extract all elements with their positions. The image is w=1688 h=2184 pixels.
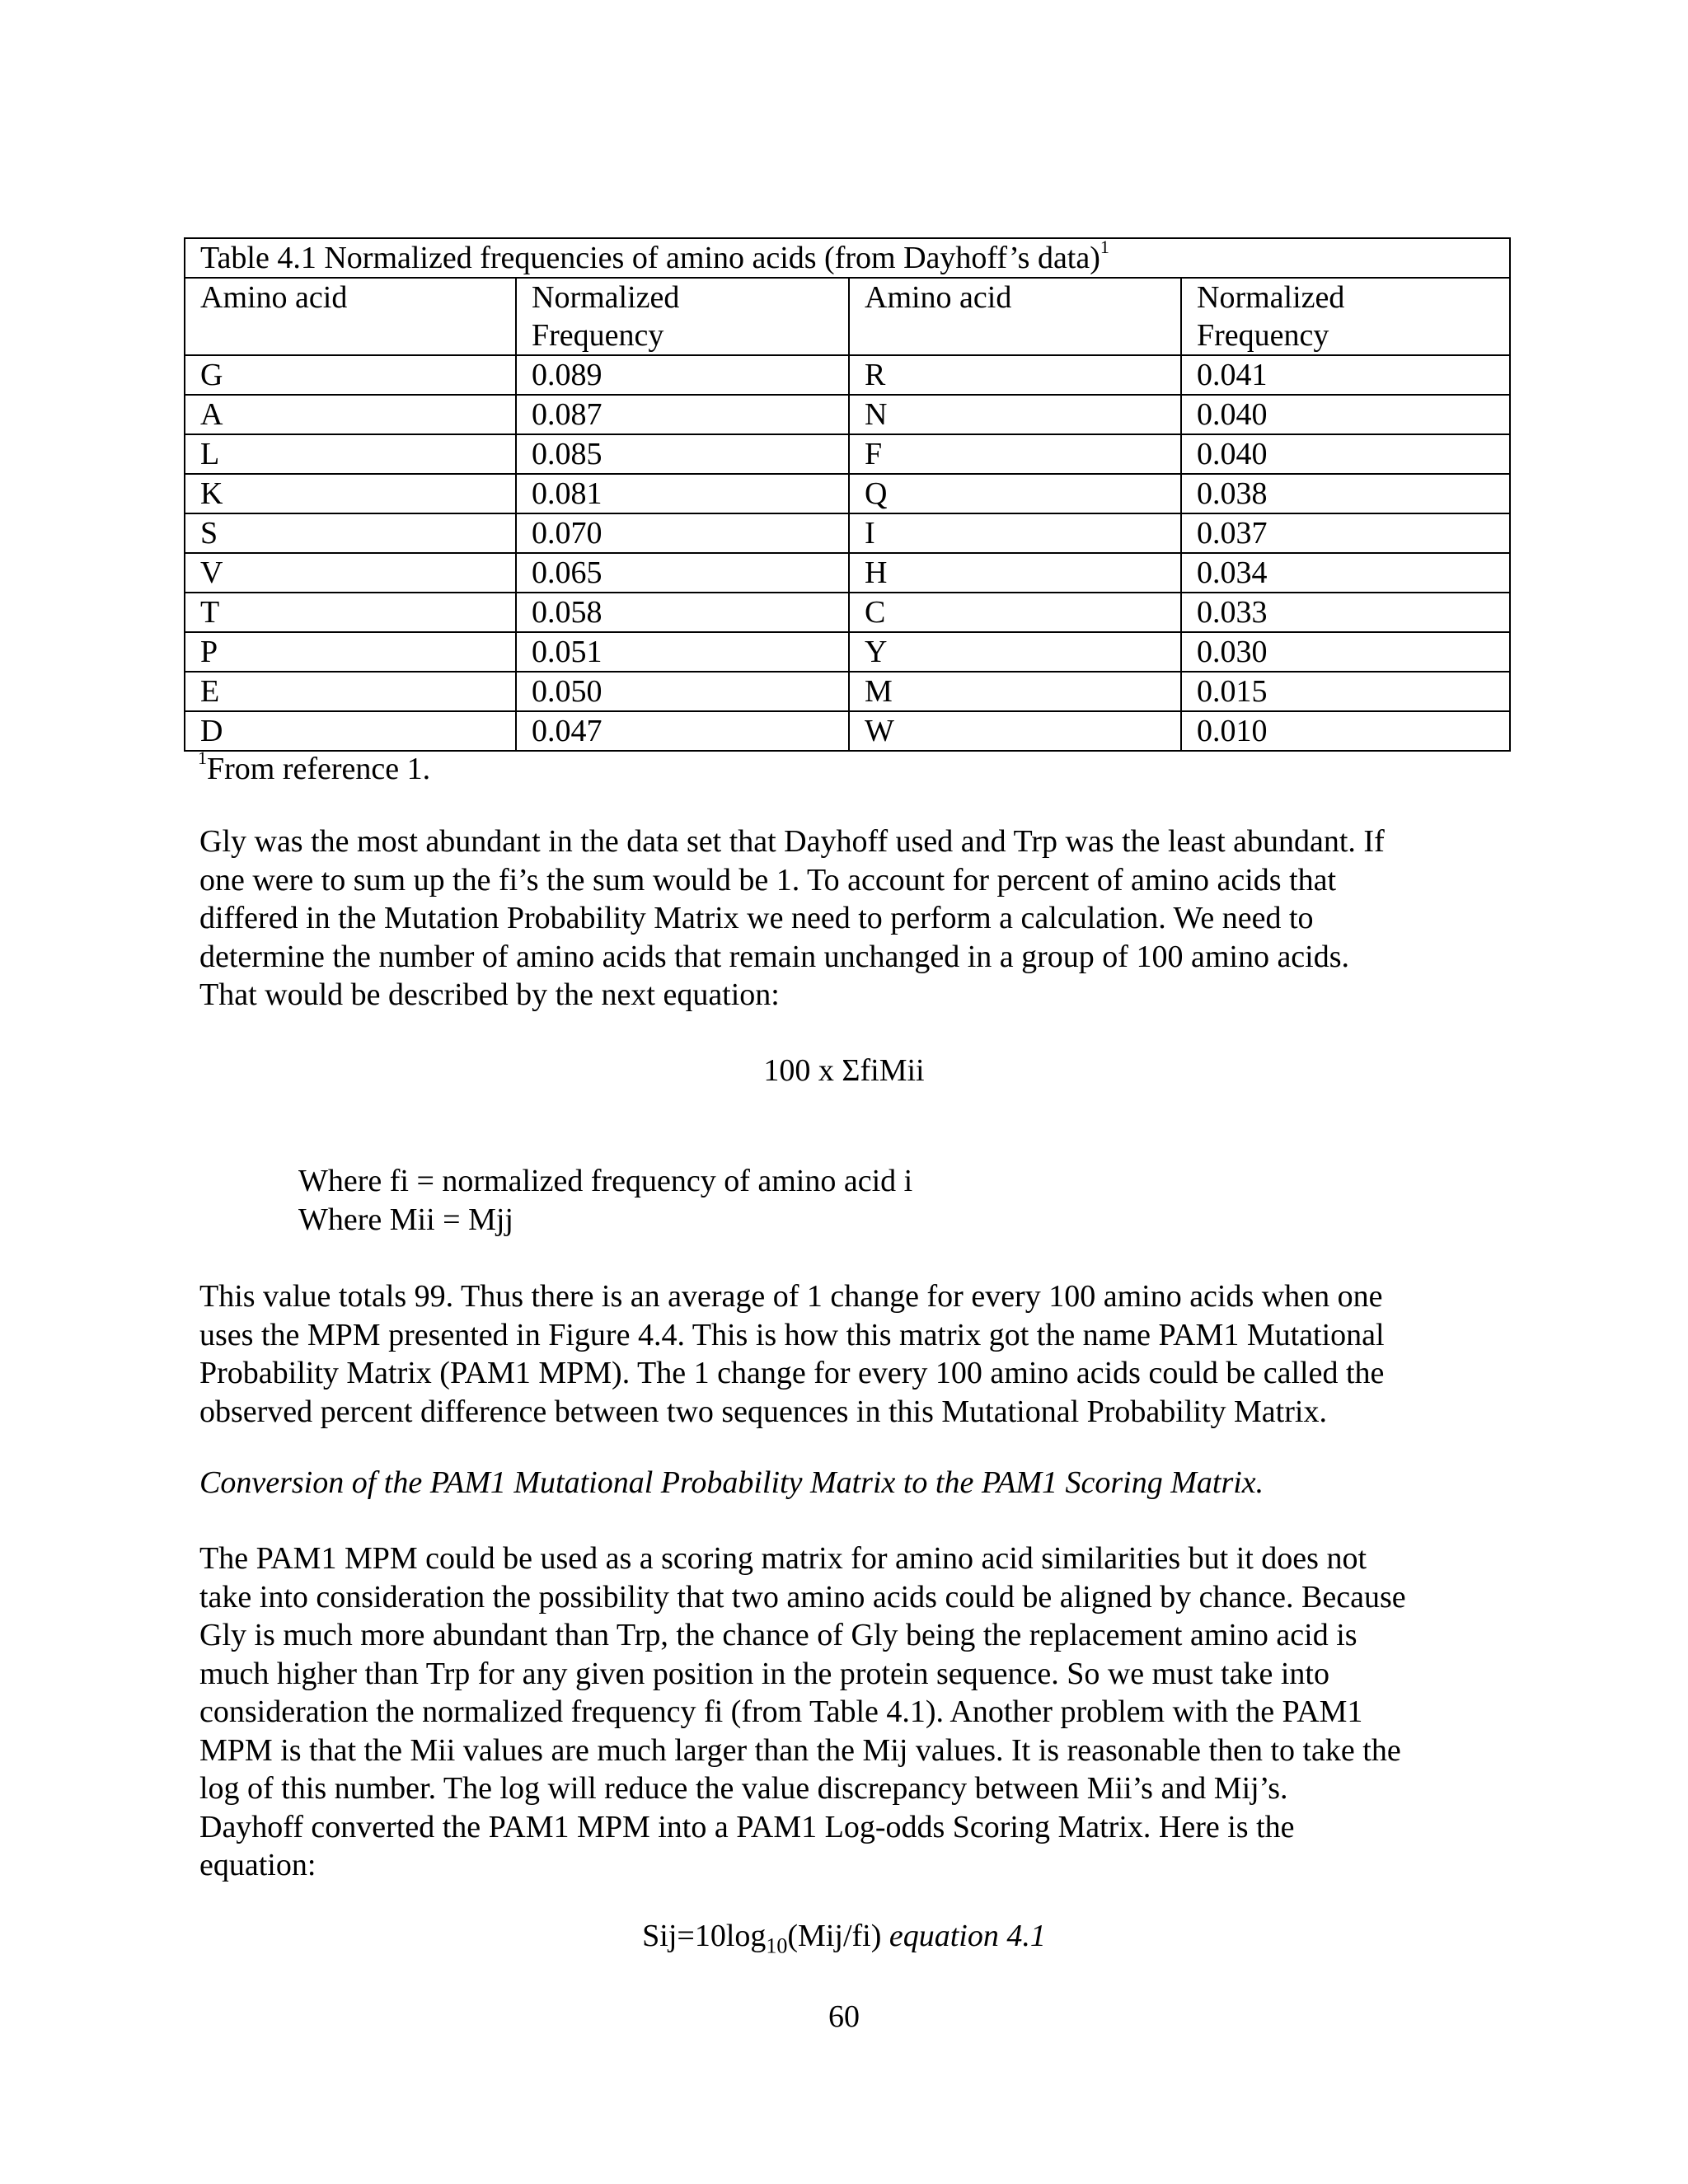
table-header-row [185,278,1510,355]
table-row [185,395,1510,434]
where-line: Where fi = normalized frequency of amino acid i [298,1164,913,1198]
table-cell: 0.033 [1181,593,1510,632]
table-row [185,434,1510,474]
table-cell: L [185,434,516,474]
equation-prefix: Sij=10log [642,1919,767,1953]
table-cell: 0.047 [516,711,849,751]
paragraph-line: Dayhoff converted the PAM1 MPM into a PAM1 Log-odds Scoring Matrix. Here is the [199,1809,1295,1844]
table-cell: P [185,632,516,672]
paragraph-line: determine the number of amino acids that remain unchanged in a group of 100 amino acids. [199,939,1350,974]
table-cell: F [849,434,1181,474]
table-row [185,355,1510,395]
table-row [185,711,1510,751]
table-cell: 0.051 [516,632,849,672]
table-cell: S [185,513,516,553]
amino-acid-frequency-table [184,237,1511,752]
header-amino-acid-2 [849,278,1181,355]
equation-4-1 [0,1917,1688,1958]
table-cell: K [185,474,516,513]
table-cell: N [849,395,1181,434]
table-cell: 0.070 [516,513,849,553]
table-cell: V [185,553,516,593]
paragraph-line: consideration the normalized frequency fi (from Table 4.1). Another problem with the PAM1 [199,1694,1363,1729]
table-cell: 0.010 [1181,711,1510,751]
table-cell: 0.085 [516,434,849,474]
header-text-line1: Normalized [1197,280,1345,315]
table-row [185,474,1510,513]
table-row [185,553,1510,593]
header-text: Amino acid [200,280,348,315]
paragraph-2 [199,1277,1502,1431]
header-text-line2: Frequency [532,318,664,353]
table-cell: 0.065 [516,553,849,593]
equation-sum: 100 x ΣfiMii [763,1053,925,1088]
table-cell: R [849,355,1181,395]
table-cell: 0.015 [1181,672,1510,711]
section-heading: Conversion of the PAM1 Mutational Probability Matrix to the PAM1 Scoring Matrix. [199,1465,1264,1500]
equation-label: equation 4.1 [889,1919,1046,1953]
header-amino-acid-1 [185,278,516,355]
paragraph-line: take into consideration the possibility that two amino acids could be aligned by chance. Because [199,1579,1406,1615]
where-line: Where Mii = Mjj [298,1202,513,1237]
paragraph-line: much higher than Trp for any given position in the protein sequence. So we must take into [199,1656,1329,1691]
table-cell: Q [849,474,1181,513]
table-footnote [198,750,430,788]
table-cell: H [849,553,1181,593]
table-cell: 0.081 [516,474,849,513]
table-cell: T [185,593,516,632]
table-cell: 0.089 [516,355,849,395]
table-cell: M [849,672,1181,711]
table-row [185,672,1510,711]
footnote-text: From reference 1. [207,752,431,786]
header-normalized-frequency-1 [516,278,849,355]
table-cell: 0.040 [1181,434,1510,474]
table-cell: 0.040 [1181,395,1510,434]
table-caption [185,238,1510,278]
table-cell: 0.087 [516,395,849,434]
header-normalized-frequency-2 [1181,278,1510,355]
header-text: Amino acid [865,280,1012,315]
page-number: 60 [828,1999,860,2034]
table-cell: Y [849,632,1181,672]
paragraph-line: Gly was the most abundant in the data set that Dayhoff used and Trp was the least abundant. If [199,824,1385,859]
table-cell: 0.058 [516,593,849,632]
header-text-line2: Frequency [1197,318,1329,353]
paragraph-line: equation: [199,1848,316,1882]
table-cell: W [849,711,1181,751]
table-row [185,632,1510,672]
paragraph-line: log of this number. The log will reduce the value discrepancy between Mii’s and Mij’s. [199,1771,1288,1806]
table-cell: 0.038 [1181,474,1510,513]
footnote-mark: 1 [198,748,207,769]
table-caption-text: Table 4.1 Normalized frequencies of amino acids (from Dayhoff’s data) [200,241,1100,275]
paragraph-line: The PAM1 MPM could be used as a scoring matrix for amino acid similarities but it does not [199,1541,1367,1576]
paragraph-1 [199,823,1502,1015]
paragraph-line: uses the MPM presented in Figure 4.4. This is how this matrix got the name PAM1 Mutational [199,1317,1385,1352]
table-cell: C [849,593,1181,632]
paragraph-line: MPM is that the Mii values are much larger than the Mij values. It is reasonable then to take the [199,1732,1401,1768]
table-cell: D [185,711,516,751]
table-cell: G [185,355,516,395]
equation-subscript: 10 [766,1933,788,1958]
table-cell: E [185,672,516,711]
paragraph-line: This value totals 99. Thus there is an average of 1 change for every 100 amino acids when one [199,1279,1383,1314]
table-caption-row [185,238,1510,278]
paragraph-line: observed percent difference between two sequences in this Mutational Probability Matrix. [199,1394,1327,1429]
table-cell: 0.041 [1181,355,1510,395]
table-cell: 0.050 [516,672,849,711]
table-row [185,593,1510,632]
table-row [185,513,1510,553]
paragraph-line: differed in the Mutation Probability Matrix we need to perform a calculation. We need to [199,901,1314,935]
paragraph-line: That would be described by the next equation: [199,977,780,1012]
paragraph-3 [199,1540,1502,1885]
table-cell: I [849,513,1181,553]
table-cell: A [185,395,516,434]
table-cell: 0.034 [1181,553,1510,593]
table-cell: 0.030 [1181,632,1510,672]
paragraph-line: Gly is much more abundant than Trp, the chance of Gly being the replacement amino acid is [199,1618,1357,1652]
where-definitions [298,1162,912,1239]
paragraph-line: one were to sum up the fi’s the sum would be 1. To account for percent of amino acids that [199,862,1337,898]
table-cell: 0.037 [1181,513,1510,553]
paragraph-line: Probability Matrix (PAM1 MPM). The 1 change for every 100 amino acids could be called the [199,1356,1385,1390]
header-text-line1: Normalized [532,280,680,315]
equation-suffix: (Mij/fi) [787,1919,882,1953]
caption-footnote-mark: 1 [1100,237,1109,258]
